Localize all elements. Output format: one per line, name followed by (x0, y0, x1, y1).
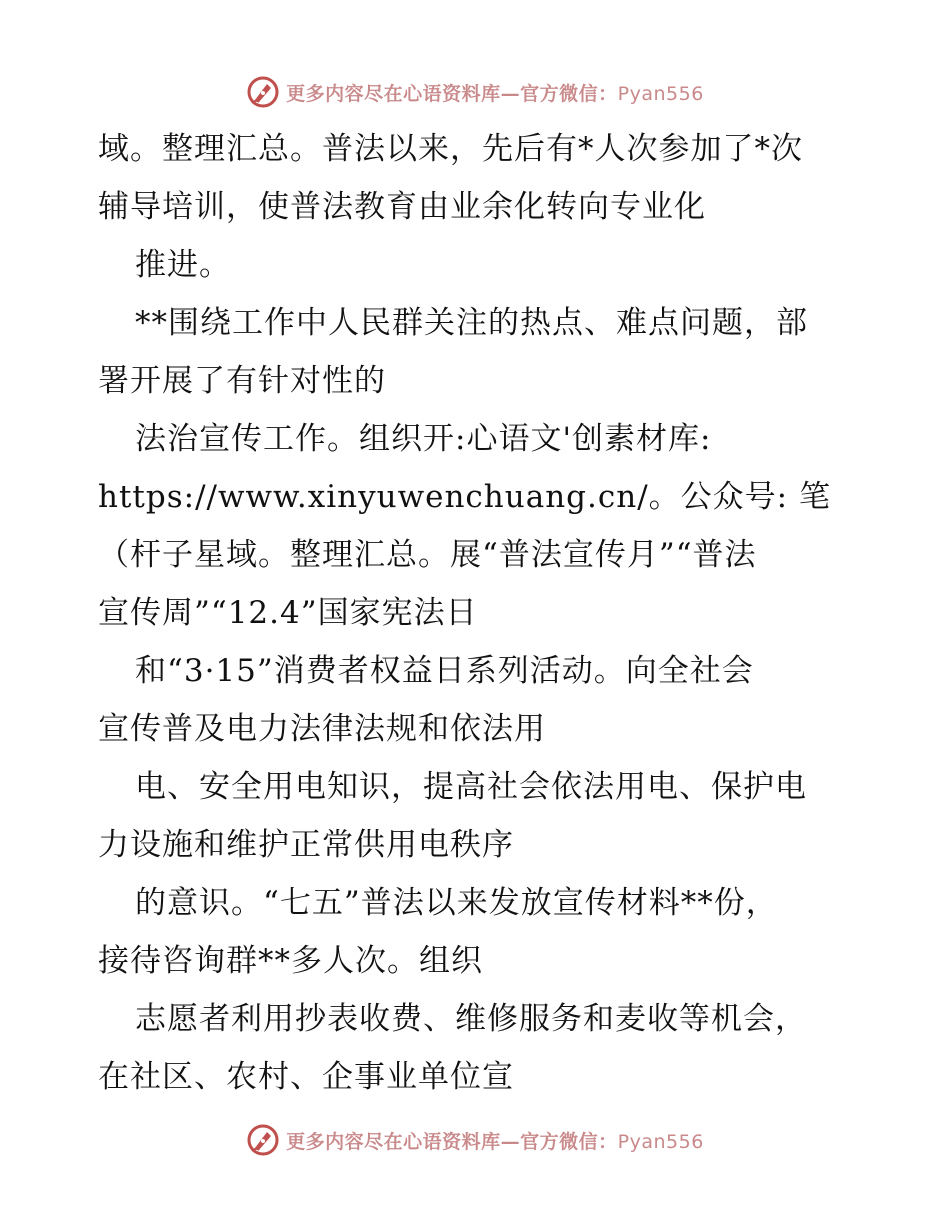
text-line: 接待咨询群**多人次。组织 (98, 943, 483, 979)
watermark-brand: 更多内容尽在心语资料库—官方微信： (286, 1130, 618, 1153)
text-line: 宣传周”“12.4”国家宪法日 (98, 595, 478, 631)
text-line: 电、安全用电知识，提高社会依法用电、保护电 (135, 769, 807, 805)
footer-watermark (0, 1120, 950, 1160)
watermark-text (286, 1127, 704, 1154)
text-line: 在社区、农村、企事业单位宣 (98, 1059, 514, 1095)
text-line: 法治宣传工作。组织开:心语文'创素材库: (135, 421, 712, 457)
watermark-account: Pyan556 (617, 82, 704, 105)
text-line: （杆子星域。整理汇总。展“普法宣传月”“普法 (98, 537, 757, 573)
text-line: 辅导培训，使普法教育由业余化转向专业化 (98, 189, 706, 225)
text-line: 域。整理汇总。普法以来，先后有*人次参加了*次 (98, 131, 803, 167)
document-body (98, 120, 858, 1106)
text-line: 宣传普及电力法律法规和依法用 (98, 711, 546, 747)
watermark-brand: 更多内容尽在心语资料库—官方微信： (286, 82, 618, 105)
text-line: 和“3·15”消费者权益日系列活动。向全社会 (135, 653, 754, 689)
watermark-text (286, 79, 704, 106)
text-line: 署开展了有针对性的 (98, 363, 386, 399)
text-line: 推进。 (135, 247, 231, 283)
text-line: 志愿者利用抄表收费、维修服务和麦收等机会， (135, 1001, 807, 1037)
text-line: 的意识。“七五”普法以来发放宣传材料**份， (135, 885, 778, 921)
pen-nib-logo-icon (246, 75, 280, 109)
watermark-account: Pyan556 (617, 1130, 704, 1153)
text-line: **围绕工作中人民群关注的热点、难点问题，部 (135, 305, 808, 341)
text-line-url: https://www.xinyuwenchuang.cn/。公众号: 笔 (98, 479, 831, 515)
pen-nib-logo-icon (246, 1123, 280, 1157)
text-line: 力设施和维护正常供用电秩序 (98, 827, 514, 863)
header-watermark (0, 72, 950, 112)
